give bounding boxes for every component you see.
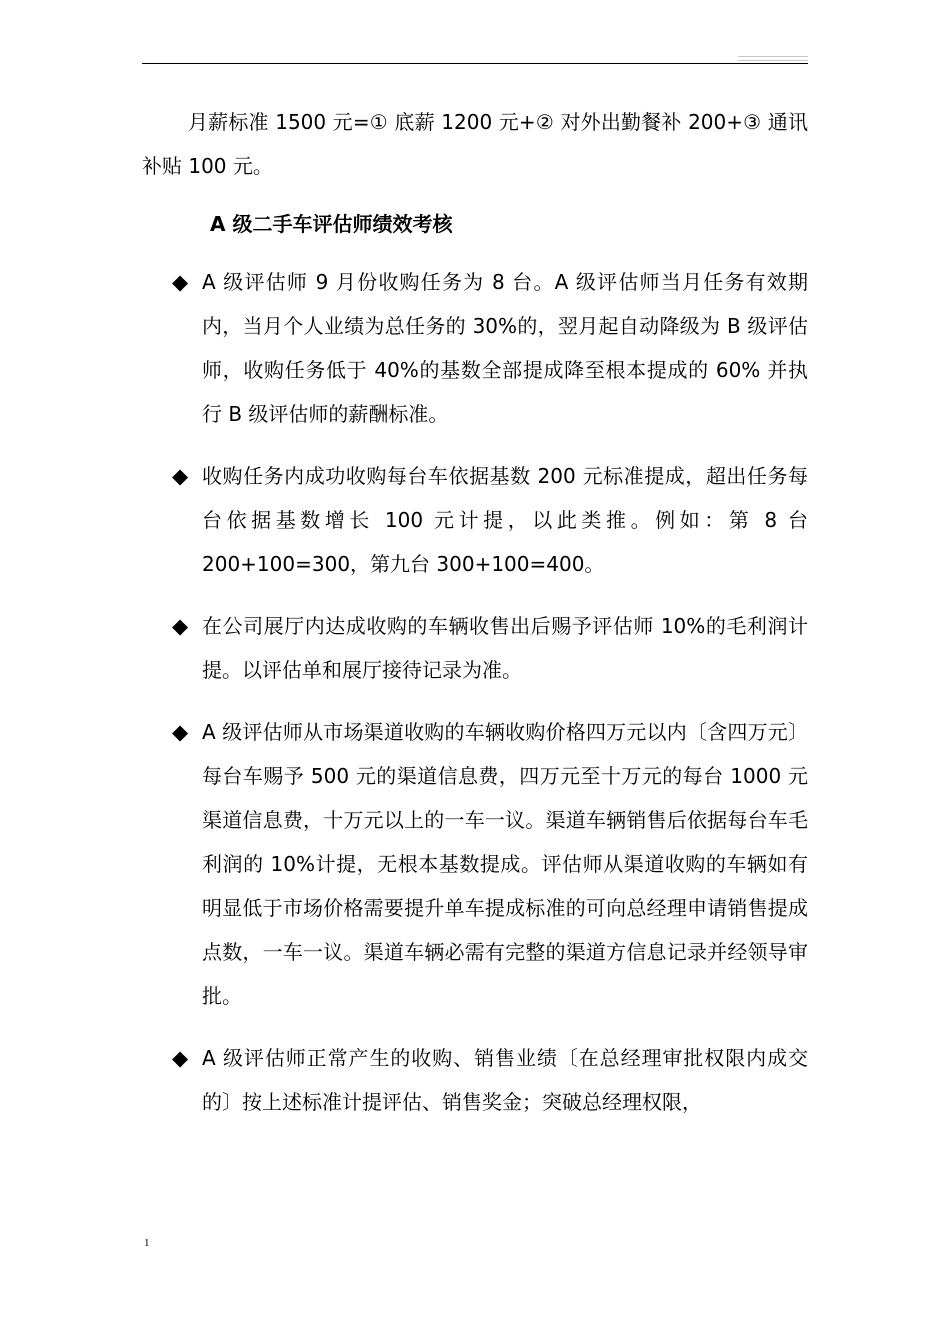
salary-standard-paragraph: 月薪标准 1500 元=① 底薪 1200 元+② 对外出勤餐补 200+③ 通讯补贴 100 元。 — [142, 110, 808, 178]
document-body — [142, 100, 808, 1142]
section-heading: A 级二手车评估师绩效考核 — [210, 212, 453, 236]
black-diamond-icon: ◆ — [172, 270, 189, 294]
list-item — [142, 604, 808, 692]
list-item-text: A 级评估师从市场渠道收购的车辆收购价格四万元以内〔含四万元〕每台车赐予 500 元的渠道信息费，四万元至十万元的每台 1000 元渠道信息费，十万元以上的一车一议。渠道车辆销售后依据每台车毛利润的 10%计提，无根本基数提成。评估师从渠道收购的车辆如有明显低于市场价格需要提升单车提成标准的可向总经理申请销售提成点数，一车一议。渠道车辆必需有完整的渠道方信息记录并经领导审批。 — [202, 720, 808, 1008]
list-item — [142, 454, 808, 586]
black-diamond-icon: ◆ — [172, 614, 189, 638]
page-number: 1 — [144, 1237, 150, 1249]
black-diamond-icon: ◆ — [172, 464, 189, 488]
list-item-text: 在公司展厅内达成收购的车辆收售出后赐予评估师 10%的毛利润计提。以评估单和展厅接待记录为准。 — [202, 614, 808, 682]
black-diamond-icon: ◆ — [172, 1046, 189, 1070]
list-item — [142, 710, 808, 1018]
black-diamond-icon: ◆ — [172, 720, 189, 744]
list-item — [142, 260, 808, 436]
list-item-text: A 级评估师 9 月份收购任务为 8 台。A 级评估师当月任务有效期内，当月个人业绩为总任务的 30%的，翌月起自动降级为 B 级评估师，收购任务低于 40%的基数全部提成降至根本提成的 60% 并执行 B 级评估师的薪酬标准。 — [202, 270, 808, 426]
list-item — [142, 1036, 808, 1124]
list-item-text: A 级评估师正常产生的收购、销售业绩〔在总经理审批权限内成交的〕按上述标准计提评估、销售奖金；突破总经理权限， — [202, 1046, 808, 1114]
header-rule — [142, 63, 808, 64]
list-item-text: 收购任务内成功收购每台车依据基数 200 元标准提成，超出任务每台依据基数增长 100 元计提，以此类推。例如：第 8 台 200+100=300，第九台 300+100=400。 — [202, 464, 808, 576]
header-decoration — [738, 56, 808, 61]
